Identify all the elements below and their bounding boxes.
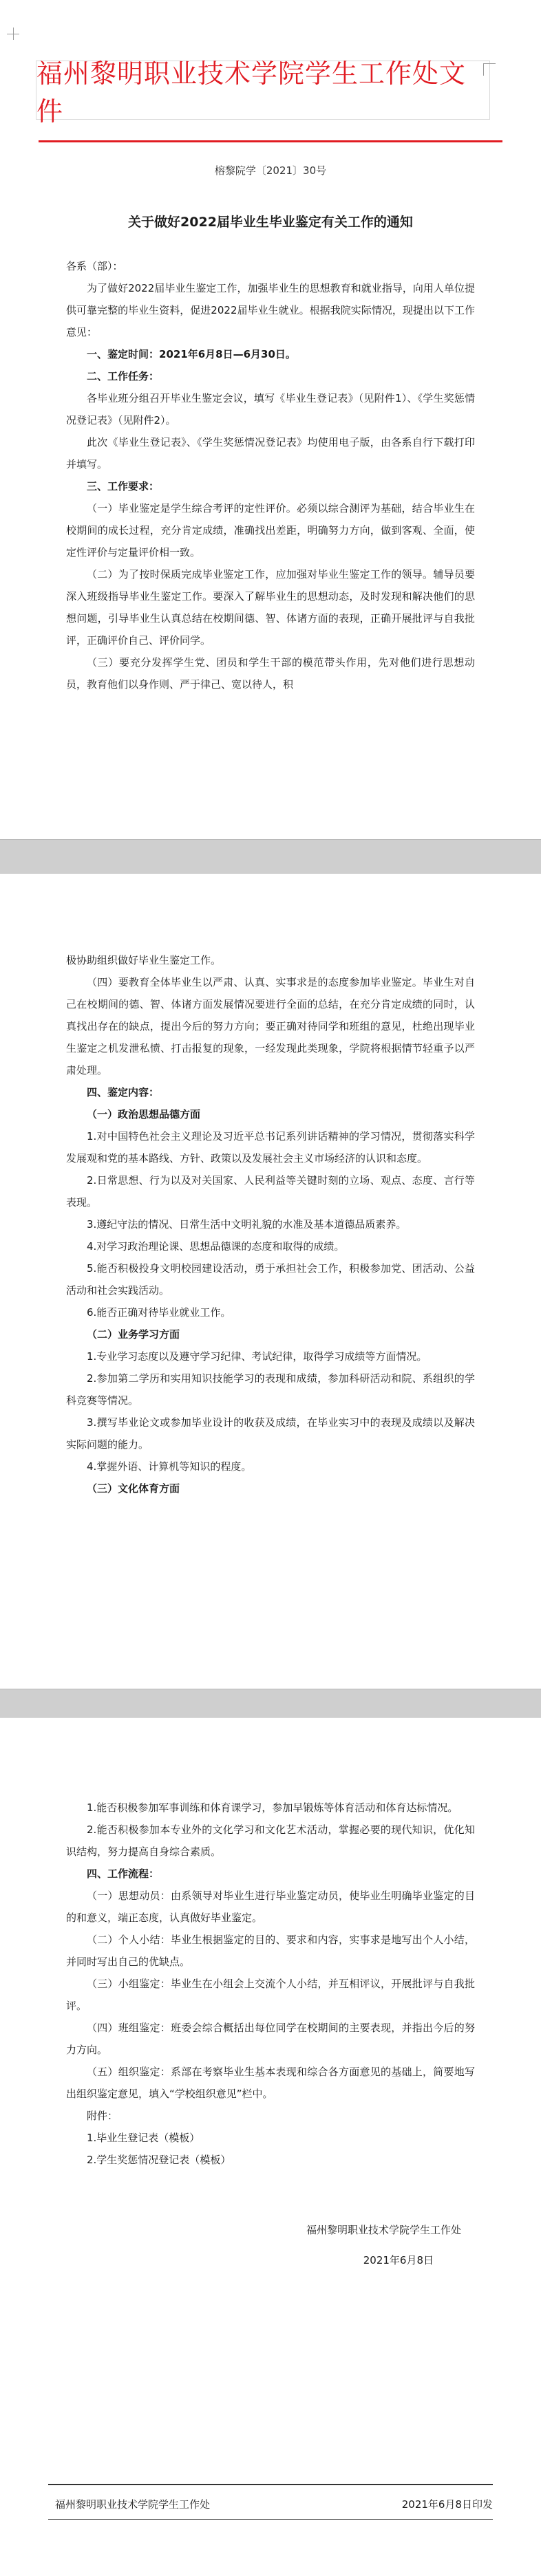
paragraph: 各系（部）： bbox=[66, 260, 123, 272]
paragraph: 4.掌握外语、计算机等知识的程度。 bbox=[87, 1460, 252, 1473]
paragraph: （三）要充分发挥学生党、团员和学生干部的模范带头作用，先对他们进行思想动员，教育他们以身作则、严于律己、宽以待人，积 bbox=[66, 656, 475, 691]
paragraph: 2.能否积极参加本专业外的文化学习和文化艺术活动，掌握必要的现代知识，优化知识结构，努力提高自身综合素质。 bbox=[66, 1823, 475, 1858]
paragraph: （一）思想动员：由系领导对毕业生进行毕业鉴定动员，使毕业生明确毕业鉴定的目的和意义，端正态度，认真做好毕业鉴定。 bbox=[66, 1890, 475, 1924]
paragraph: （三）小组鉴定：毕业生在小组会上交流个人小结，并互相评议，开展批评与自我批评。 bbox=[66, 1978, 475, 2012]
paragraph: 1.专业学习态度以及遵守学习纪律、考试纪律，取得学习成绩等方面情况。 bbox=[87, 1350, 427, 1363]
footer-issue-line bbox=[55, 2497, 493, 2511]
paragraph: 极协助组织做好毕业生鉴定工作。 bbox=[66, 954, 222, 966]
page3-body bbox=[66, 1797, 475, 2171]
paragraph: 3.撰写毕业论文或参加毕业设计的收获及成绩，在毕业实习中的表现及成绩以及解决实际问题的能力。 bbox=[66, 1416, 475, 1451]
paragraph: 2.学生奖惩情况登记表（模板） bbox=[87, 2154, 231, 2166]
paragraph: （四）要教育全体毕业生以严肃、认真、实事求是的态度参加毕业鉴定。毕业生对自己在校期间的德、智、体诸方面发展情况要进行全面的总结，在充分肯定成绩的同时，认真找出存在的缺点，提出今后的努力方向；要正确对待同学和班组的意见，杜绝出现毕业生鉴定之机发泄私愤、打击报复的现象，一经发现此类现象，学院将根据情节轻重予以严肃处理。 bbox=[66, 976, 475, 1076]
page2-body bbox=[66, 949, 475, 1500]
signature-date: 2021年6月8日 bbox=[363, 2254, 434, 2266]
paragraph: （二）业务学习方面 bbox=[87, 1328, 180, 1341]
paragraph: 3.遵纪守法的情况、日常生活中文明礼貌的水准及基本道德品质素养。 bbox=[87, 1218, 407, 1231]
paragraph: 5.能否积极投身文明校园建设活动，勇于承担社会工作，积极参加党、团活动、公益活动和社会实践活动。 bbox=[66, 1262, 475, 1297]
page-separator bbox=[0, 839, 541, 874]
paragraph: 二、工作任务： bbox=[87, 370, 160, 382]
document-page-3 bbox=[0, 1718, 541, 2575]
document-page-2 bbox=[0, 874, 541, 1689]
notice-title: 关于做好2022届毕业生毕业鉴定有关工作的通知 bbox=[128, 215, 413, 230]
paragraph: （一）毕业鉴定是学生综合考评的定性评价。必须以综合测评为基础，结合毕业生在校期间的成长过程，充分肯定成绩，准确找出差距，明确努力方向，做到客观、全面，使定性评价与定量评价相一致。 bbox=[66, 502, 475, 559]
paragraph: 各毕业班分组召开毕业生鉴定会议，填写《毕业生登记表》（见附件1）、《学生奖惩情况登记表》（见附件2）。 bbox=[66, 392, 475, 426]
red-header-rule bbox=[39, 140, 502, 142]
paragraph: （二）为了按时保质完成毕业鉴定工作，应加强对毕业生鉴定工作的领导。辅导员要深入班级指导毕业生鉴定工作。要深入了解毕业生的思想动态，及时发现和解决他们的思想问题，引导毕业生认真总结在校期间德、智、体诸方面的表现，正确开展批评与自我批评，正确评价自己、评价同学。 bbox=[66, 568, 475, 647]
paragraph: 2.参加第二学历和实用知识技能学习的表现和成绩，参加科研活动和院、系组织的学科竞赛等情况。 bbox=[66, 1372, 475, 1407]
paragraph: 三、工作要求： bbox=[87, 480, 160, 493]
signature-org: 福州黎明职业技术学院学生工作处 bbox=[306, 2224, 461, 2236]
paragraph: （一）政治思想品德方面 bbox=[87, 1108, 201, 1121]
paragraph: 2.日常思想、行为以及对关国家、人民利益等关键时刻的立场、观点、态度、言行等表现。 bbox=[66, 1174, 475, 1209]
paragraph: （三）文化体育方面 bbox=[87, 1482, 180, 1495]
paragraph: 1.对中国特色社会主义理论及习近平总书记系列讲话精神的学习情况，贯彻落实科学发展观和党的基本路线、方针、政策以及发展社会主义市场经济的认识和态度。 bbox=[66, 1130, 475, 1165]
paragraph: 为了做好2022届毕业生鉴定工作，加强毕业生的思想教育和就业指导，向用人单位提供可靠完整的毕业生资料，促进2022届毕业生就业。根据我院实际情况，现提出以下工作意见： bbox=[66, 282, 475, 338]
paragraph: 一、鉴定时间：2021年6月8日—6月30日。 bbox=[87, 348, 296, 360]
crop-mark-icon bbox=[7, 28, 19, 40]
crop-mark-icon bbox=[483, 63, 496, 76]
document-header-title: 福州黎明职业技术学院学生工作处文件 bbox=[36, 61, 490, 120]
paragraph: 四、鉴定内容： bbox=[87, 1086, 160, 1098]
paragraph: 附件： bbox=[87, 2110, 118, 2122]
paragraph: 此次《毕业生登记表》、《学生奖惩情况登记表》均使用电子版，由各系自行下载打印并填写。 bbox=[66, 436, 475, 470]
paragraph: 6.能否正确对待毕业就业工作。 bbox=[87, 1306, 231, 1319]
signature-block bbox=[66, 2219, 475, 2271]
footer-print-date: 2021年6月8日印发 bbox=[401, 2498, 493, 2511]
paragraph: （五）组织鉴定：系部在考察毕业生基本表现和综合各方面意见的基础上，简要地写出组织鉴定意见，填入“学校组织意见”栏中。 bbox=[66, 2066, 475, 2100]
footer-issuer: 福州黎明职业技术学院学生工作处 bbox=[55, 2498, 211, 2511]
document-number: 榕黎院学〔2021〕30号 bbox=[214, 164, 327, 177]
footer-rule bbox=[48, 2484, 493, 2485]
paragraph: 四、工作流程： bbox=[87, 1868, 160, 1880]
page-separator bbox=[0, 1689, 541, 1718]
paragraph: （二）个人小结：毕业生根据鉴定的目的、要求和内容，实事求是地写出个人小结，并同时写出自己的优缺点。 bbox=[66, 1934, 475, 1968]
paragraph: 1.能否积极参加军事训练和体育课学习，参加早锻炼等体育活动和体育达标情况。 bbox=[87, 1801, 458, 1814]
document-page-1 bbox=[0, 0, 541, 839]
page1-body bbox=[66, 255, 475, 695]
footer-rule bbox=[48, 2519, 493, 2520]
paragraph: 4.对学习政治理论课、思想品德课的态度和取得的成绩。 bbox=[87, 1240, 345, 1253]
paragraph: 1.毕业生登记表（模板） bbox=[87, 2132, 200, 2144]
paragraph: （四）班组鉴定：班委会综合概括出每位同学在校期间的主要表现，并指出今后的努力方向。 bbox=[66, 2022, 475, 2056]
